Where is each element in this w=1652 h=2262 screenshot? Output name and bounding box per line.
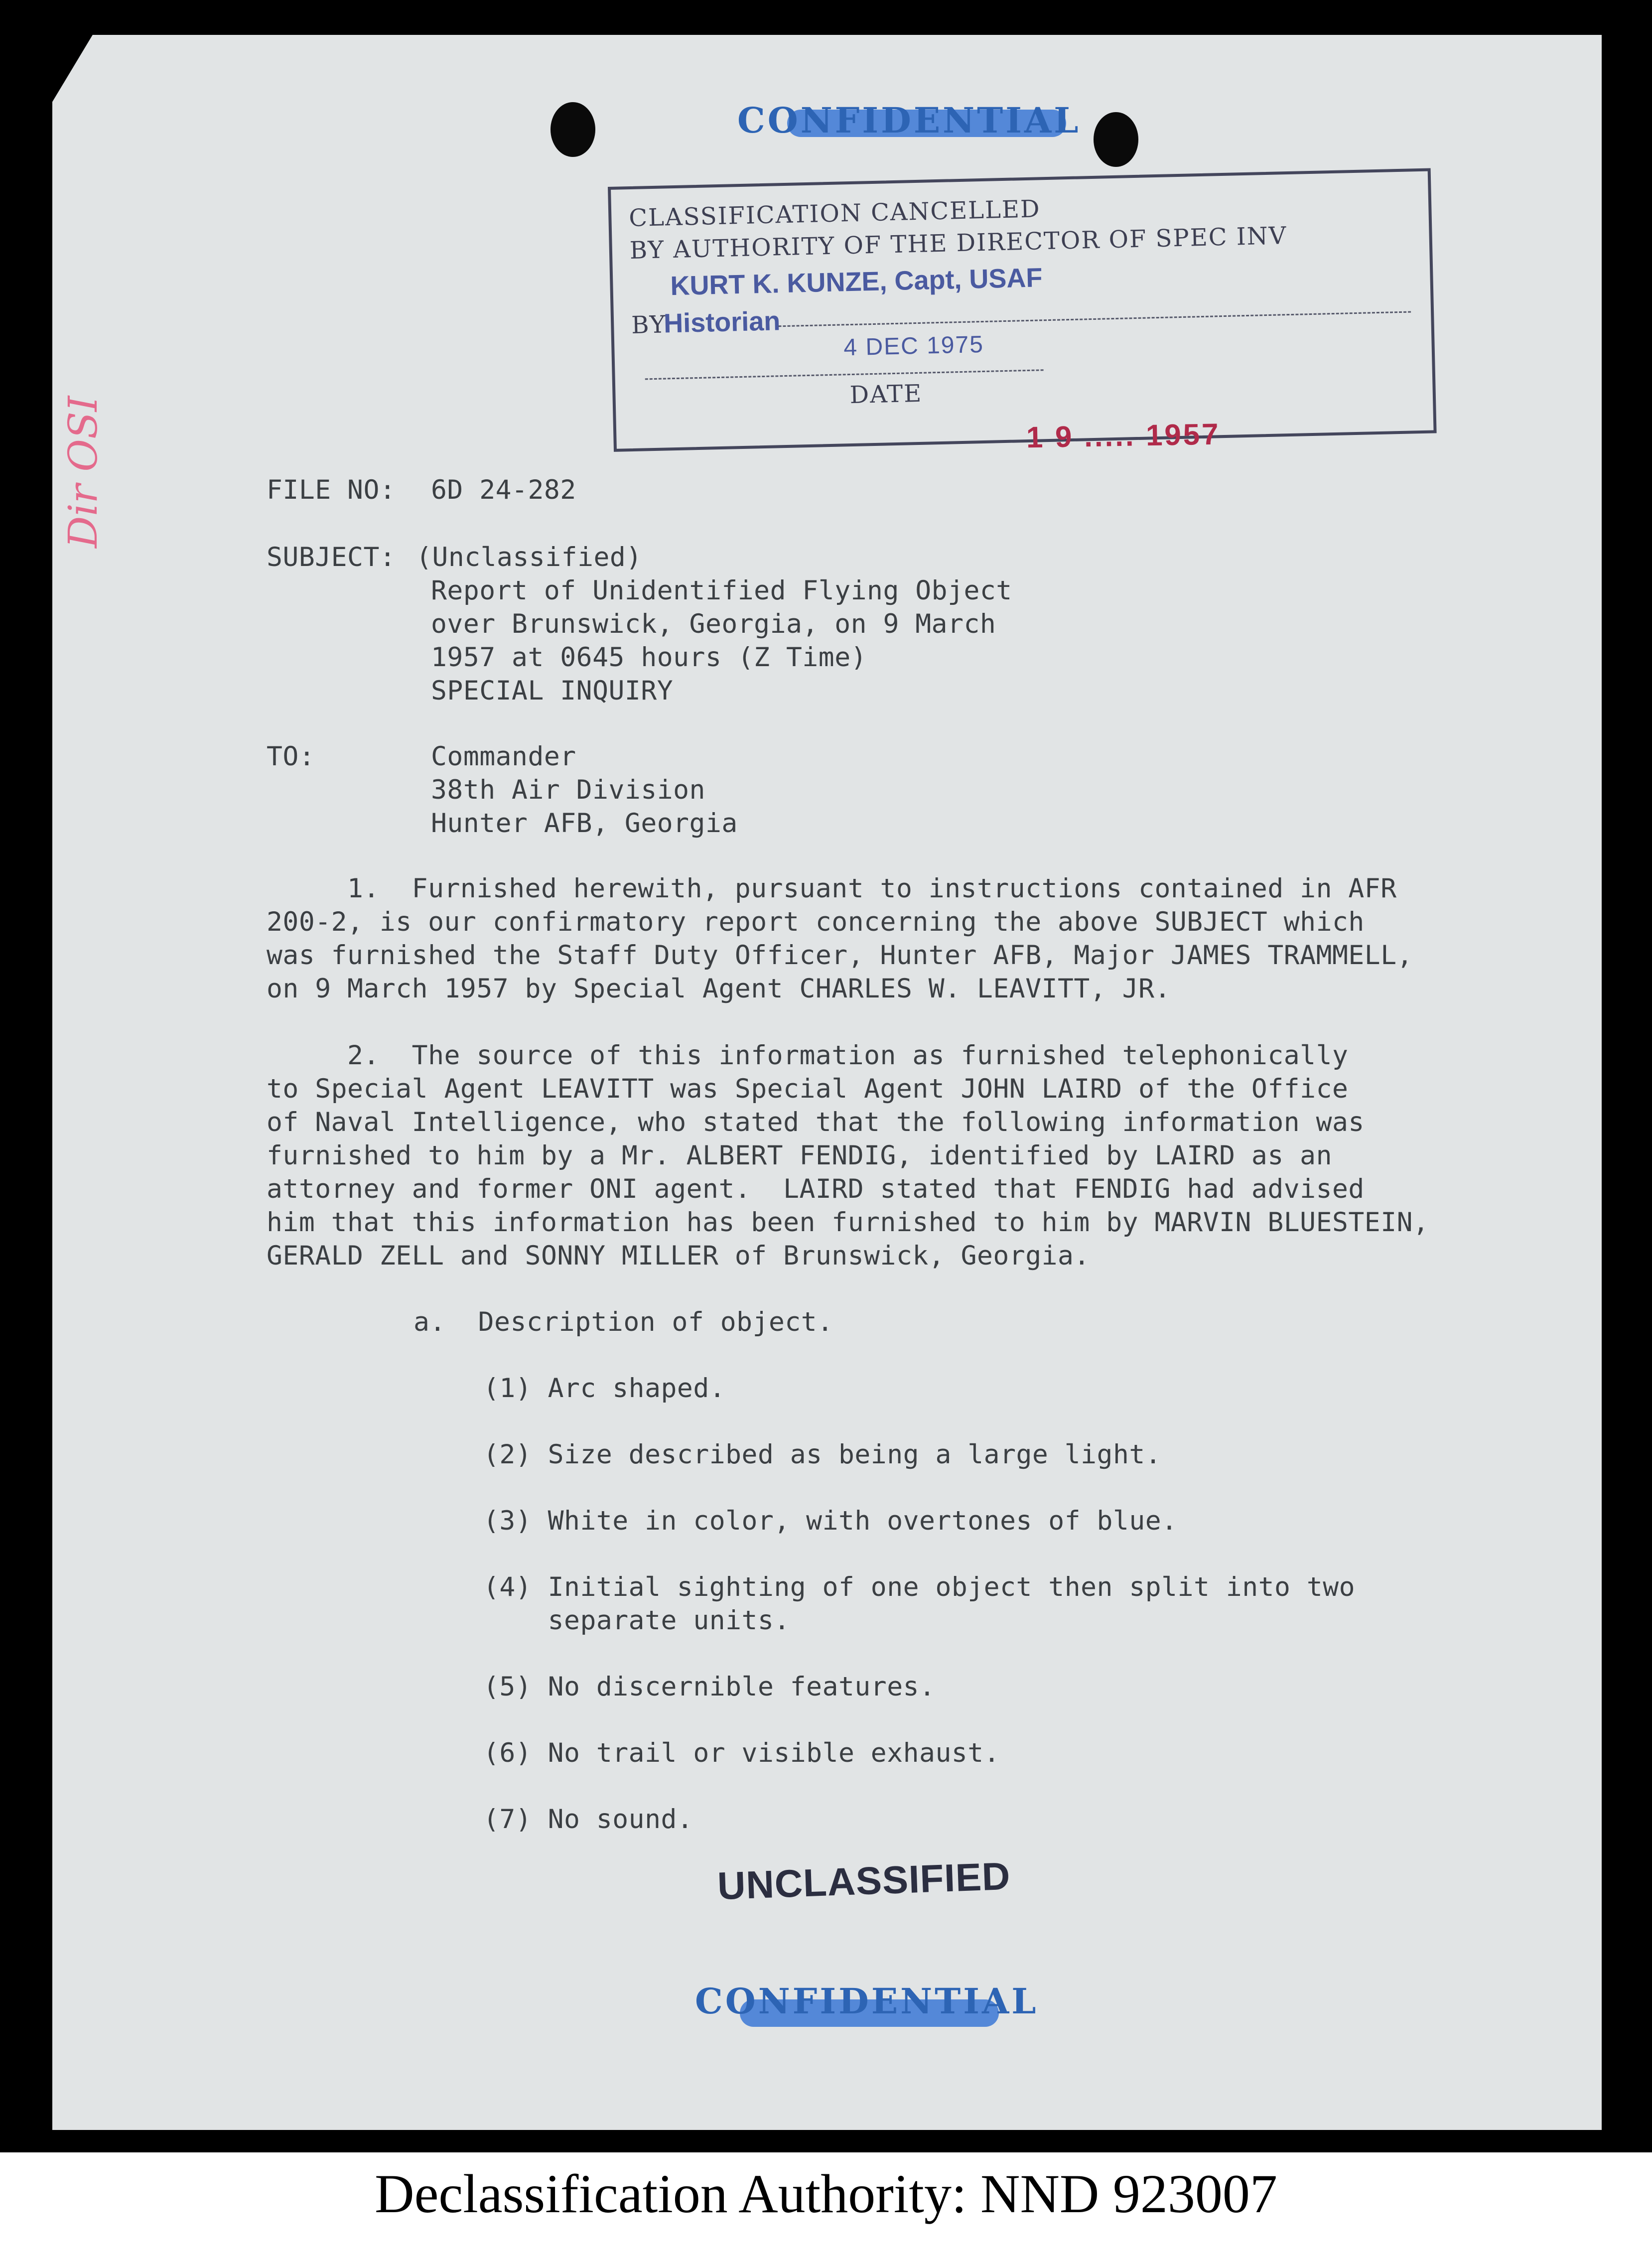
description-item: (4) Initial sighting of one object then split into two separate units.: [483, 1572, 1356, 1636]
unclassified-stamp: UNCLASSIFIED: [716, 1853, 1011, 1908]
description-item: (3) White in color, with overtones of blue.: [483, 1506, 1178, 1536]
subject-label: SUBJECT:: [267, 542, 396, 572]
paragraph-1-line: was furnished the Staff Duty Officer, Hunter AFB, Major JAMES TRAMMELL,: [267, 940, 1413, 971]
paragraph-2-line: GERALD ZELL and SONNY MILLER of Brunswick, Georgia.: [267, 1241, 1090, 1271]
subject-line: Report of Unidentified Flying Object: [431, 575, 1012, 606]
description-item: (2) Size described as being a large light.: [483, 1439, 1162, 1470]
stamp-title: Historian: [663, 306, 781, 339]
subject-line: 1957 at 0645 hours (Z Time): [431, 642, 867, 673]
classification-cancelled-stamp: [608, 168, 1437, 452]
received-date-stamp: 1 9 ..... 1957: [1026, 417, 1221, 454]
to-label: TO:: [267, 741, 315, 772]
paragraph-2-line: attorney and former ONI agent. LAIRD stated that FENDIG had advised: [267, 1174, 1365, 1204]
stamp-line-2: BY AUTHORITY OF THE DIRECTOR OF SPEC INV: [629, 222, 1287, 265]
punch-hole-left: [551, 102, 595, 157]
file-no-label: FILE NO:: [267, 475, 396, 505]
description-item: (1) Arc shaped.: [483, 1373, 726, 1404]
paragraph-1-line: 1. Furnished herewith, pursuant to instructions contained in AFR: [267, 873, 1397, 904]
stamp-line-1: CLASSIFICATION CANCELLED: [628, 195, 1041, 233]
subject-line: over Brunswick, Georgia, on 9 March: [431, 609, 996, 639]
sub-heading-a: a. Description of object.: [413, 1307, 833, 1337]
stamp-date-label: DATE: [849, 379, 923, 410]
paragraph-2-line: furnished to him by a Mr. ALBERT FENDIG, identified by LAIRD as an: [267, 1140, 1332, 1171]
confidential-stamp-bottom: CONFIDENTIAL: [695, 1980, 1039, 2022]
punch-hole-right: [1094, 112, 1138, 167]
declassification-authority-caption: Declassification Authority: NND 923007: [375, 2163, 1277, 2224]
file-no-value: 6D 24-282: [431, 475, 576, 505]
stamp-date-value: 4 DEC 1975: [843, 331, 984, 361]
paragraph-2-line: to Special Agent LEAVITT was Special Agent JOHN LAIRD of the Office: [267, 1074, 1349, 1104]
stamp-name: KURT K. KUNZE, Capt, USAF: [670, 263, 1043, 301]
to-line: Hunter AFB, Georgia: [431, 808, 738, 839]
stamp-by-label: BY: [631, 310, 667, 339]
paragraph-2-line: 2. The source of this information as furnished telephonically: [267, 1040, 1349, 1071]
paragraph-1-line: on 9 March 1957 by Special Agent CHARLES W. LEAVITT, JR.: [267, 974, 1171, 1004]
subject-line: SPECIAL INQUIRY: [431, 676, 674, 706]
paragraph-1-line: 200-2, is our confirmatory report concerning the above SUBJECT which: [267, 907, 1365, 937]
description-item: (7) No sound.: [483, 1804, 693, 1835]
description-item: (5) No discernible features.: [483, 1672, 936, 1702]
margin-pencil-note: Dir OSI: [60, 396, 106, 548]
confidential-stamp-top: CONFIDENTIAL: [737, 100, 1081, 141]
paragraph-2-line: of Naval Intelligence, who stated that the following information was: [267, 1107, 1365, 1137]
paragraph-2-line: him that this information has been furnished to him by MARVIN BLUESTEIN,: [267, 1207, 1429, 1238]
to-line: 38th Air Division: [431, 775, 705, 805]
description-item: (6) No trail or visible exhaust.: [483, 1738, 1000, 1768]
to-line: Commander: [431, 741, 576, 772]
subject-line: (Unclassified): [416, 542, 642, 572]
